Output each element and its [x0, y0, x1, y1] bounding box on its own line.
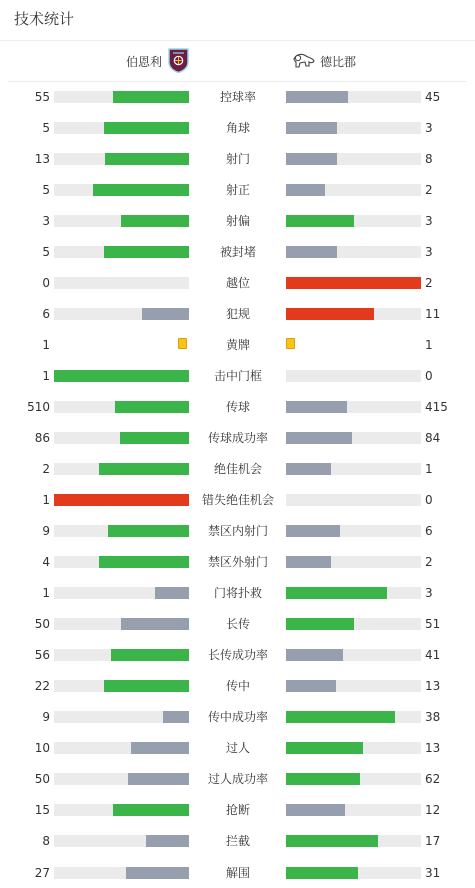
away-bar-fill	[286, 277, 421, 289]
home-value: 22	[34, 679, 50, 694]
home-bar-fill	[131, 742, 189, 754]
stat-label: 过人成功率	[207, 772, 268, 787]
home-value: 510	[27, 400, 50, 415]
away-bar-track	[286, 432, 421, 444]
away-value: 45	[425, 90, 441, 104]
stat-label: 控球率	[219, 90, 256, 104]
home-bar-track	[54, 91, 189, 103]
away-bar-track	[286, 401, 421, 413]
home-team	[126, 47, 190, 75]
page-title: 技术统计	[14, 10, 75, 28]
stat-row	[0, 800, 475, 820]
stat-row	[0, 149, 475, 169]
home-bar-fill	[128, 773, 189, 785]
home-bar-track	[54, 308, 189, 320]
away-value: 62	[425, 772, 441, 787]
stat-label: 越位	[225, 276, 250, 291]
away-value: 0	[425, 369, 433, 384]
home-bar-fill	[99, 556, 189, 568]
away-bar-track	[286, 525, 421, 537]
home-value: 10	[34, 741, 50, 756]
home-value: 3	[42, 214, 50, 229]
stat-row	[0, 118, 475, 138]
stat-label: 绝佳机会	[213, 462, 262, 477]
stat-label: 传中	[225, 679, 250, 694]
stat-row	[0, 304, 475, 324]
home-bar-fill	[54, 370, 189, 382]
stat-row	[0, 521, 475, 541]
home-bar-fill	[121, 618, 189, 630]
away-value: 3	[425, 214, 433, 229]
home-bar-track	[54, 463, 189, 475]
away-bar-fill	[286, 432, 352, 444]
stat-label: 角球	[225, 121, 250, 136]
away-team-name: 德比郡	[320, 54, 357, 69]
home-bar-fill	[163, 711, 189, 723]
home-bar-track	[54, 153, 189, 165]
stat-label: 禁区外射门	[207, 555, 268, 570]
away-value: 17	[425, 834, 441, 849]
away-bar-fill	[286, 91, 348, 103]
home-value: 50	[34, 772, 50, 787]
home-bar-track	[54, 184, 189, 196]
stat-row	[0, 614, 475, 634]
away-value: 38	[425, 710, 441, 725]
away-bar-fill	[286, 649, 343, 661]
away-bar-fill	[286, 153, 337, 165]
home-value: 8	[42, 834, 50, 849]
away-bar-track	[286, 742, 421, 754]
away-value: 415	[425, 400, 448, 415]
away-bar-track	[286, 587, 421, 599]
home-value: 5	[42, 245, 50, 260]
away-bar-fill	[286, 556, 331, 568]
away-bar-track	[286, 184, 421, 196]
stat-label: 拦截	[225, 834, 250, 849]
yellow-card-icon	[286, 338, 295, 349]
stat-row	[0, 583, 475, 603]
burnley-crest-icon	[167, 47, 190, 76]
stat-row	[0, 397, 475, 417]
away-bar-fill	[286, 122, 337, 134]
away-value: 2	[425, 276, 433, 291]
home-bar-fill	[121, 215, 189, 227]
away-value: 13	[425, 741, 441, 756]
home-bar-fill	[120, 432, 189, 444]
away-bar-fill	[286, 773, 360, 785]
away-value: 3	[425, 121, 433, 136]
stat-row	[0, 87, 475, 107]
away-bar-track	[286, 463, 421, 475]
home-bar-fill	[105, 153, 189, 165]
away-bar-fill	[286, 246, 337, 258]
away-value: 0	[425, 493, 433, 508]
stat-label: 传球	[225, 400, 250, 415]
away-bar-fill	[286, 867, 358, 879]
stat-label: 长传	[225, 617, 250, 632]
home-bar-track	[54, 246, 189, 258]
home-bar-track	[54, 277, 189, 289]
away-bar-fill	[286, 804, 345, 816]
away-bar-track	[286, 680, 421, 692]
home-bar-track	[54, 587, 189, 599]
stat-row	[0, 769, 475, 789]
away-bar-track	[286, 835, 421, 847]
stat-label: 错失绝佳机会	[201, 493, 274, 508]
away-bar-fill	[286, 308, 374, 320]
away-bar-track	[286, 91, 421, 103]
away-value: 3	[425, 586, 433, 601]
stat-row	[0, 366, 475, 386]
home-value: 0	[42, 276, 50, 291]
home-value: 5	[42, 121, 50, 136]
away-bar-track	[286, 370, 421, 382]
stat-row	[0, 180, 475, 200]
home-bar-fill	[108, 525, 189, 537]
stat-row	[0, 645, 475, 665]
home-bar-fill	[146, 835, 189, 847]
away-bar-track	[286, 867, 421, 879]
home-value: 27	[34, 865, 50, 880]
away-bar-fill	[286, 184, 325, 196]
ram-crest-icon	[292, 51, 316, 72]
home-value: 1	[42, 369, 50, 384]
stat-label: 射正	[225, 183, 250, 198]
yellow-card-icon	[178, 338, 187, 349]
stat-row	[0, 831, 475, 851]
away-bar-fill	[286, 401, 347, 413]
stat-label: 禁区内射门	[207, 524, 268, 539]
away-value: 1	[425, 338, 433, 353]
home-bar-fill	[104, 246, 189, 258]
home-bar-fill	[104, 680, 189, 692]
teams-divider	[8, 81, 466, 82]
home-bar-fill	[126, 867, 189, 879]
away-bar-fill	[286, 835, 378, 847]
stat-row	[0, 273, 475, 293]
home-value: 56	[34, 648, 50, 663]
home-bar-track	[54, 401, 189, 413]
stat-row	[0, 428, 475, 448]
away-bar-track	[286, 618, 421, 630]
away-value: 2	[425, 183, 433, 198]
away-bar-track	[286, 215, 421, 227]
home-bar-track	[54, 649, 189, 661]
stat-label: 长传成功率	[207, 648, 268, 663]
away-value: 84	[425, 431, 441, 446]
home-bar-fill	[113, 91, 189, 103]
stat-row	[0, 459, 475, 479]
stat-label: 射偏	[225, 214, 250, 229]
away-bar-track	[286, 308, 421, 320]
away-value: 41	[425, 648, 441, 663]
away-value: 31	[425, 865, 441, 880]
away-value: 11	[425, 307, 441, 322]
stat-label: 击中门框	[213, 369, 262, 384]
away-bar-track	[286, 556, 421, 568]
away-bar-track	[286, 153, 421, 165]
home-bar-fill	[142, 308, 189, 320]
header-divider	[0, 40, 475, 41]
away-value: 2	[425, 555, 433, 570]
away-value: 1	[425, 462, 433, 477]
home-value: 9	[42, 524, 50, 539]
home-bar-fill	[113, 804, 189, 816]
home-bar-fill	[155, 587, 189, 599]
stat-label: 黄牌	[225, 338, 250, 353]
stat-label: 犯规	[225, 307, 250, 322]
home-bar-fill	[111, 649, 189, 661]
stat-row	[0, 707, 475, 727]
home-bar-track	[54, 680, 189, 692]
away-value: 3	[425, 245, 433, 260]
stat-label: 解围	[225, 865, 250, 880]
home-bar-fill	[99, 463, 189, 475]
away-value: 51	[425, 617, 441, 632]
away-bar-fill	[286, 618, 354, 630]
home-bar-track	[54, 773, 189, 785]
stat-label: 过人	[225, 741, 250, 756]
home-value: 1	[42, 586, 50, 601]
away-bar-track	[286, 246, 421, 258]
home-bar-track	[54, 122, 189, 134]
away-value: 6	[425, 524, 433, 539]
home-value: 55	[34, 90, 50, 104]
stat-row	[0, 552, 475, 572]
home-value: 1	[42, 493, 50, 508]
away-team	[292, 47, 356, 75]
away-value: 12	[425, 803, 441, 818]
stat-row	[0, 676, 475, 696]
stat-label: 传球成功率	[207, 431, 268, 446]
away-bar-track	[286, 711, 421, 723]
home-bar-fill	[115, 401, 189, 413]
away-bar-fill	[286, 742, 363, 754]
away-bar-track	[286, 804, 421, 816]
stat-row	[0, 211, 475, 231]
stat-label: 门将扑救	[213, 586, 262, 601]
home-bar-track	[54, 742, 189, 754]
home-team-name: 伯恩利	[126, 54, 163, 69]
home-bar-track	[54, 215, 189, 227]
home-bar-track	[54, 867, 189, 879]
home-bar-track	[54, 618, 189, 630]
home-bar-track	[54, 835, 189, 847]
home-bar-fill	[93, 184, 189, 196]
home-bar-track	[54, 804, 189, 816]
away-bar-fill	[286, 711, 395, 723]
home-value: 50	[34, 617, 50, 632]
away-bar-fill	[286, 215, 354, 227]
away-value: 8	[425, 152, 433, 167]
away-bar-fill	[286, 587, 387, 599]
home-value: 86	[34, 431, 50, 446]
home-bar-track	[54, 432, 189, 444]
away-bar-track	[286, 649, 421, 661]
away-bar-fill	[286, 463, 331, 475]
home-bar-track	[54, 370, 189, 382]
away-value: 13	[425, 679, 441, 694]
home-bar-track	[54, 494, 189, 506]
home-bar-track	[54, 711, 189, 723]
home-value: 13	[34, 152, 50, 167]
home-value: 2	[42, 462, 50, 477]
home-value: 6	[42, 307, 50, 322]
away-bar-fill	[286, 680, 336, 692]
home-value: 4	[42, 555, 50, 570]
stat-row	[0, 863, 475, 883]
away-bar-track	[286, 494, 421, 506]
stat-label: 抢断	[225, 803, 250, 818]
stat-row	[0, 242, 475, 262]
home-bar-track	[54, 525, 189, 537]
away-bar-track	[286, 122, 421, 134]
stat-label: 射门	[225, 152, 250, 167]
away-bar-track	[286, 773, 421, 785]
away-bar-fill	[286, 525, 340, 537]
stat-row	[0, 335, 475, 355]
home-bar-fill	[104, 122, 189, 134]
home-bar-fill	[54, 494, 189, 506]
home-value: 1	[42, 338, 50, 353]
home-value: 15	[34, 803, 50, 818]
stat-label: 被封堵	[219, 245, 256, 260]
home-value: 5	[42, 183, 50, 198]
stat-row	[0, 738, 475, 758]
away-bar-track	[286, 277, 421, 289]
home-bar-track	[54, 556, 189, 568]
stat-row	[0, 490, 475, 510]
home-value: 9	[42, 710, 50, 725]
stat-label: 传中成功率	[207, 710, 268, 725]
